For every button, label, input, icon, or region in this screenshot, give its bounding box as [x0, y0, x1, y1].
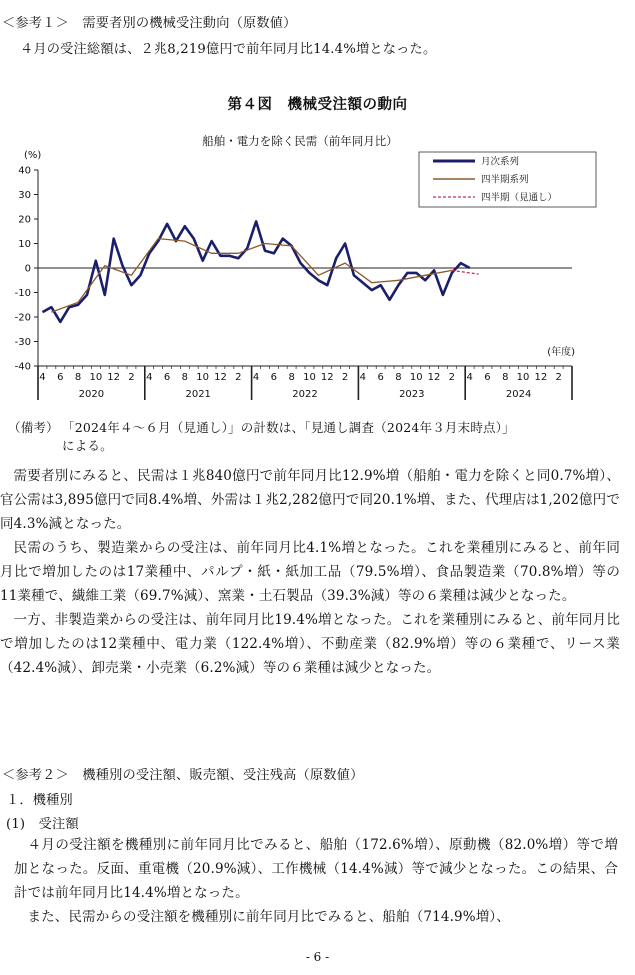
- x-tick-label: 10: [196, 372, 210, 383]
- series-monthly-line: [43, 221, 470, 322]
- legend: [419, 152, 596, 207]
- ref2-paragraph: また、民需からの受注額を機種別に前年同月比でみると、船舶（714.9%増）、: [27, 909, 510, 925]
- page-number: - 6 -: [305, 950, 330, 964]
- y-tick-label: -40: [14, 361, 31, 373]
- x-tick-label: 8: [502, 372, 509, 383]
- ref2-subheading-2: (1) 受注額: [6, 817, 79, 832]
- line-chart: [0, 128, 635, 413]
- series-forecast-line: [452, 270, 479, 274]
- year-label: 2023: [399, 389, 425, 400]
- ref2-paragraph: ４月の受注額を機種別に前年同月比でみると、船舶（172.6%増）、原動機（82.0%増）等で増加となった。反面、重電機（20.9%減）、工作機械（14.4%減）等で減少となった。この結果、合計では前年同月比14.4%増となった。: [14, 837, 618, 901]
- x-tick-label: 2: [128, 372, 135, 383]
- x-tick-label: 6: [270, 372, 278, 383]
- ref1-summary: ４月の受注総額は、２兆8,219億円で前年同月比14.4%増となった。: [20, 42, 437, 57]
- year-label: 2024: [505, 389, 532, 400]
- body-paragraph: 民需のうち、製造業からの受注は、前年同月比4.1%増となった。これを業種別にみると、前年同月比で増加したのは17業種中、パルプ・紙・紙加工品（79.5%増）、食品製造業（70.8%増）等の11業種で、繊維工業（69.7%減）、窯業・土石製品（39.3%減）等の６業種は減少となった。: [0, 540, 620, 604]
- x-tick-label: 10: [409, 372, 423, 383]
- chart-title: 船舶・電力を除く民需（前年同月比）: [202, 134, 398, 148]
- body-paragraph: 一方、非製造業からの受注は、前年同月比19.4%増となった。これを業種別にみると、前年同月比で増加したのは12業種中、電力業（122.4%増）、不動産業（82.9%増）等の６業種で、リース業（42.4%減）、卸売業・小売業（6.2%減）等の６業種は減少となった。: [0, 612, 620, 676]
- x-tick-label: 4: [252, 372, 260, 383]
- x-axis-label: (年度): [547, 347, 575, 358]
- year-label: 2021: [185, 389, 211, 400]
- y-tick-label: 0: [24, 263, 31, 275]
- y-tick-label: 20: [18, 214, 31, 226]
- y-tick-label: 10: [18, 239, 31, 250]
- x-tick-label: 10: [516, 372, 530, 383]
- y-tick-label: 30: [18, 190, 31, 201]
- x-tick-label: 2: [448, 372, 456, 383]
- ref2-heading: ＜参考２＞ 機種別の受注額、販売額、受注残高（原数値）: [2, 768, 364, 783]
- x-tick-label: 4: [466, 372, 473, 383]
- figure-note-label: （備考）: [8, 420, 59, 435]
- x-tick-label: 12: [214, 372, 227, 383]
- x-tick-label: 12: [320, 372, 334, 383]
- x-tick-label: 10: [303, 372, 316, 383]
- x-tick-label: 12: [107, 372, 121, 383]
- x-tick-label: 12: [534, 372, 548, 383]
- x-tick-label: 8: [74, 372, 82, 383]
- x-tick-label: 8: [288, 372, 295, 383]
- legend-quarterly-label: 四半期系列: [481, 174, 529, 186]
- legend-forecast-label: 四半期（見通し）: [481, 192, 558, 204]
- body-text: [0, 464, 620, 680]
- y-axis-label: (%): [24, 150, 42, 161]
- x-tick-label: 2: [555, 372, 562, 383]
- figure-note-line2: による。: [62, 438, 113, 453]
- x-tick-label: 4: [39, 372, 46, 383]
- x-tick-label: 4: [146, 372, 153, 383]
- x-tick-label: 8: [181, 372, 189, 383]
- x-tick-label: 2: [235, 372, 242, 383]
- x-tick-label: 6: [484, 372, 491, 383]
- ref2-text: [14, 833, 618, 929]
- ref1-heading: ＜参考１＞ 需要者別の機械受注動向（原数値）: [2, 16, 297, 31]
- x-tick-label: 4: [359, 372, 367, 383]
- x-tick-label: 8: [395, 372, 402, 383]
- year-label: 2022: [292, 389, 318, 400]
- y-tick-label: -10: [14, 288, 31, 299]
- x-tick-label: 6: [377, 372, 384, 383]
- x-tick-label: 6: [163, 372, 171, 383]
- y-tick-label: -20: [14, 312, 31, 324]
- y-tick-label: 40: [18, 165, 31, 177]
- figure-note-line1: 「2024年４～６月（見通し）」の計数は、「見通し調査（2024年３月末時点）」: [62, 420, 515, 435]
- body-paragraph: 需要者別にみると、民需は１兆840億円で前年同月比12.9%増（船舶・電力を除くと同0.7%増）、官公需は3,895億円で同8.4%増、外需は１兆2,282億円で同20.1%増、また、代理店は1,202億円で同4.3%減となった。: [0, 468, 620, 532]
- legend-monthly-label: 月次系列: [481, 156, 520, 168]
- y-tick-label: -30: [14, 337, 31, 348]
- x-tick-label: 10: [89, 372, 103, 383]
- x-tick-label: 6: [57, 372, 64, 383]
- x-tick-label: 12: [427, 372, 441, 383]
- x-tick-label: 2: [341, 372, 349, 383]
- figure-title: 第４図 機械受注額の動向: [227, 96, 408, 113]
- ref2-subheading-1: １．機種別: [6, 793, 73, 808]
- year-label: 2020: [78, 389, 105, 400]
